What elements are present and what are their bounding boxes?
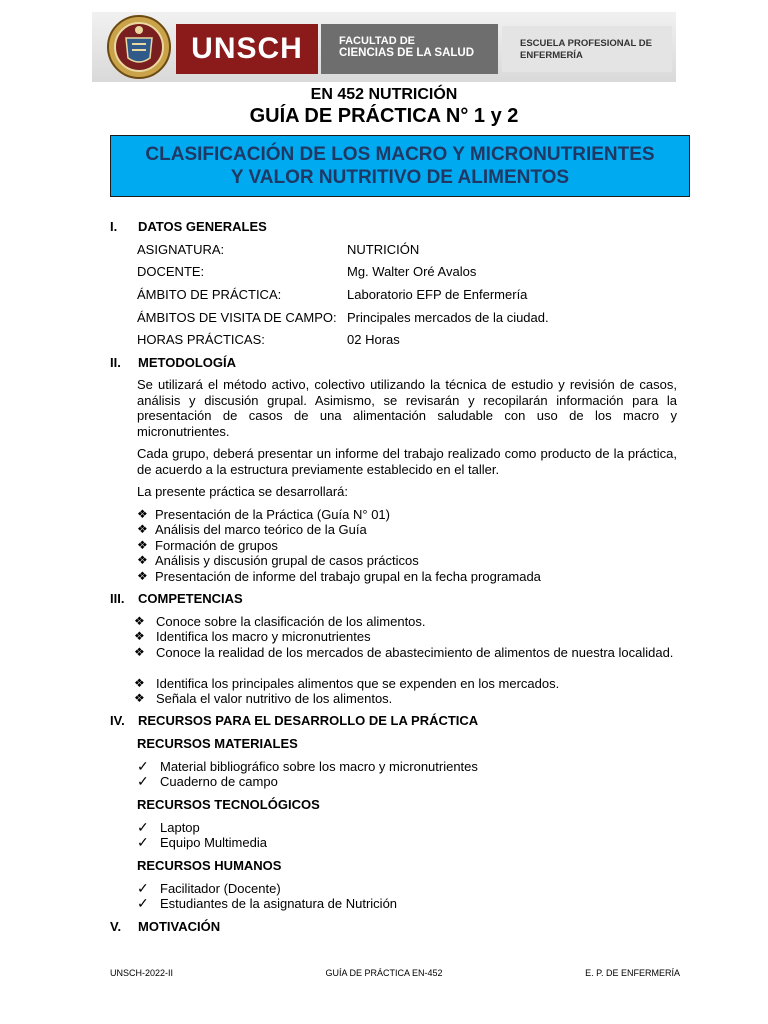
resource-item [137,881,281,897]
resource-text: Facilitador (Docente) [160,881,281,896]
diamond-bullet-icon: ❖ [137,538,148,552]
checkmark-icon: ✓ [137,773,149,789]
general-data-row [137,242,677,257]
section-number: III. [110,591,125,606]
methodology-step [137,553,419,569]
field-value: NUTRICIÓN [347,242,420,257]
methodology-step [137,507,390,523]
unsch-logo: UNSCH [176,24,318,74]
checkmark-icon: ✓ [137,758,149,774]
step-text: Presentación de informe del trabajo grupal en la fecha programada [155,569,541,584]
section-number: IV. [110,713,125,728]
competency-text: Identifica los principales alimentos que se expenden en los mercados. [156,676,560,691]
general-data-row [137,264,677,279]
competency-text: Conoce la realidad de los mercados de abastecimiento de alimentos de nuestra localidad. [156,645,674,660]
guide-title: GUÍA DE PRÁCTICA N° 1 y 2 [249,105,519,127]
competency-item [134,645,677,661]
general-data-row [137,287,677,302]
diamond-bullet-icon: ❖ [134,614,145,628]
resource-item [137,774,278,790]
resource-text: Cuaderno de campo [160,774,278,789]
general-data-row [137,332,677,347]
resource-text: Equipo Multimedia [160,835,267,850]
diamond-bullet-icon: ❖ [134,629,145,643]
field-value: Mg. Walter Oré Avalos [347,264,477,279]
diamond-bullet-icon: ❖ [137,522,148,536]
practice-title-box [110,135,690,197]
practice-title-line1: CLASIFICACIÓN DE LOS MACRO Y MICRONUTRIENTES [145,144,655,165]
methodology-paragraph-1: Se utilizará el método activo, colectivo utilizando la técnica de estudio y revisión de casos, análisis y discusión grupal. Asimismo, se revisarán y recopilarán información para la presentación de casos de una alimentación saludable con uso de los macro y micronutrientes. [137,377,677,439]
section-title: DATOS GENERALES [138,219,267,234]
footer-left: UNSCH-2022-II [110,968,174,978]
field-label: ASIGNATURA: [137,242,225,257]
step-text: Formación de grupos [155,538,278,553]
faculty-line1: FACULTAD DE [339,35,415,47]
competency-text: Identifica los macro y micronutrientes [156,629,371,644]
subheading-recursos-humanos: RECURSOS HUMANOS [137,858,282,873]
methodology-step [137,522,367,538]
competency-item [134,629,677,645]
university-seal-logo [106,14,172,80]
step-text: Análisis del marco teórico de la Guía [155,522,367,537]
field-label: DOCENTE: [137,264,205,279]
step-text: Análisis y discusión grupal de casos prácticos [155,553,419,568]
step-text: Presentación de la Práctica (Guía N° 01) [155,507,390,522]
header-banner [92,12,676,82]
section-title: COMPETENCIAS [138,591,243,606]
field-value: Principales mercados de la ciudad. [347,310,549,325]
checkmark-icon: ✓ [137,834,149,850]
section-number: II. [110,355,121,370]
faculty-line2: CIENCIAS DE LA SALUD [339,47,475,59]
diamond-bullet-icon: ❖ [137,569,148,583]
course-code: EN 452 NUTRICIÓN [310,86,458,103]
subheading-recursos-tecnologicos: RECURSOS TECNOLÓGICOS [137,797,320,812]
field-label: ÁMBITOS DE VISITA DE CAMPO: [137,310,337,325]
methodology-step [137,538,278,554]
methodology-step [137,569,541,585]
diamond-bullet-icon: ❖ [134,676,145,690]
section-title: METODOLOGÍA [138,355,236,370]
checkmark-icon: ✓ [137,895,149,911]
footer-right: E. P. DE ENFERMERÍA [585,968,680,978]
competency-item [134,691,677,707]
checkmark-icon: ✓ [137,819,149,835]
resource-text: Estudiantes de la asignatura de Nutrición [160,896,398,911]
section-number: V. [110,919,122,934]
diamond-bullet-icon: ❖ [137,553,148,567]
footer-center: GUÍA DE PRÁCTICA EN-452 [325,968,443,978]
resource-text: Laptop [160,820,200,835]
school-line2: ENFERMERÍA [520,50,583,61]
resource-item [137,759,478,775]
section-title: MOTIVACIÓN [138,919,221,934]
diamond-bullet-icon: ❖ [137,507,148,521]
diamond-bullet-icon: ❖ [134,645,145,659]
school-label [502,26,672,72]
competency-text: Conoce sobre la clasificación de los alimentos. [156,614,426,629]
section-heading-recursos [110,713,478,728]
section-title: RECURSOS PARA EL DESARROLLO DE LA PRÁCTICA [138,713,479,728]
section-heading-datos-generales [110,219,267,234]
school-line1: ESCUELA PROFESIONAL DE [520,38,652,49]
section-number: I. [110,219,118,234]
field-label: ÁMBITO DE PRÁCTICA: [137,287,282,302]
diamond-bullet-icon: ❖ [134,691,145,705]
methodology-paragraph-2: Cada grupo, deberá presentar un informe del trabajo realizado como producto de la práctica, de acuerdo a la estructura previamente establecido en el taller. [137,446,677,477]
competency-text: Señala el valor nutritivo de los alimentos. [156,691,393,706]
field-value: 02 Horas [347,332,400,347]
field-value: Laboratorio EFP de Enfermería [347,287,528,302]
competency-item [134,676,677,692]
subheading-recursos-materiales: RECURSOS MATERIALES [137,736,298,751]
competency-item [134,614,677,630]
faculty-label [321,24,498,74]
section-heading-competencias [110,591,243,606]
resource-item [137,896,397,912]
methodology-paragraph-3: La presente práctica se desarrollará: [137,484,349,499]
checkmark-icon: ✓ [137,880,149,896]
resource-item [137,835,267,851]
practice-title-line2: Y VALOR NUTRITIVO DE ALIMENTOS [230,167,570,188]
resource-text: Material bibliográfico sobre los macro y micronutrientes [160,759,478,774]
section-heading-metodologia [110,355,236,370]
general-data-row [137,310,677,325]
section-heading-motivacion [110,919,220,934]
field-label: HORAS PRÁCTICAS: [137,332,265,347]
